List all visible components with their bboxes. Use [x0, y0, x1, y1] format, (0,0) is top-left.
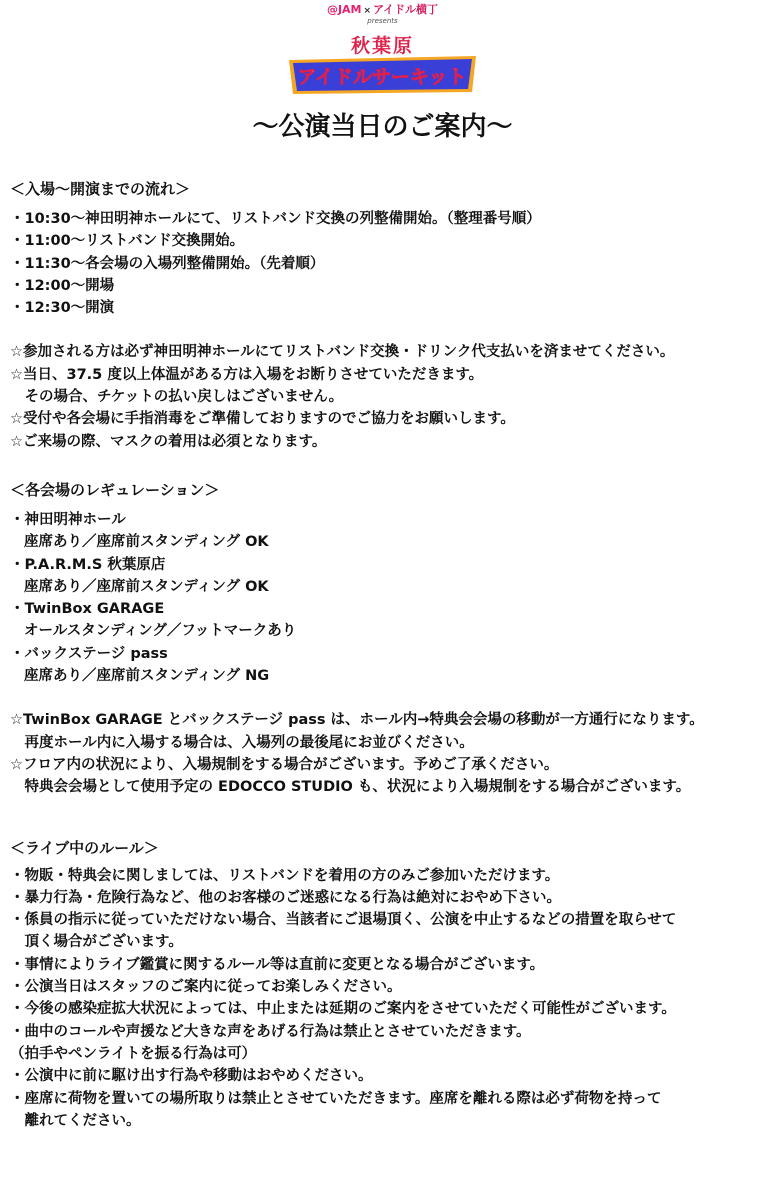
- rule-item: （拍手やペンライトを振る行為は可）: [10, 1045, 257, 1062]
- rule-item: ・公演当日はスタッフのご案内に従ってお楽しみください。: [10, 979, 402, 996]
- venue-rule: 座席あり／座席前スタンディング OK: [24, 534, 269, 551]
- note: ☆ご来場の際、マスクの着用は必須となります。: [10, 433, 327, 450]
- section-heading-regulation: ＜各会場のレギュレーション＞: [10, 480, 220, 499]
- note: ☆TwinBox GARAGE とバックステージ pass は、ホール内→特典会会場の移動が一方通行になります。: [10, 712, 704, 729]
- rule-item: ・曲中のコールや声援など大きな声をあげる行為は禁止とさせていただきます。: [10, 1023, 531, 1040]
- note: その場合、チケットの払い戻しはございません。: [10, 389, 344, 406]
- list-item: ・12:00〜開場: [10, 277, 115, 294]
- section-heading-flow: ＜入場〜開演までの流れ＞: [10, 180, 191, 198]
- logo-akihabara: 秋葉原: [350, 35, 414, 57]
- rule-item: ・公演中に前に駆け出す行為や移動はおやめください。: [10, 1068, 373, 1085]
- sponsor-logos: [0, 4, 765, 17]
- rule-item: ・暴力行為・危険行為など、他のお客様のご迷惑になる行為は絶対におやめ下さい。: [10, 889, 561, 906]
- presents-label: presents: [367, 17, 398, 25]
- venue-name: ・TwinBox GARAGE: [10, 601, 165, 618]
- venue-name: ・バックステージ pass: [10, 645, 168, 662]
- rule-item: 頂く場合がございます。: [10, 934, 183, 951]
- jam-logo: @JAM: [326, 3, 362, 16]
- header: [0, 0, 765, 150]
- rule-item: ・今後の感染症拡大状況によっては、中止または延期のご案内をさせていただく可能性がございます。: [10, 1001, 676, 1018]
- rule-item: ・座席に荷物を置いての場所取りは禁止とさせていただきます。座席を離れる際は必ず荷物を持って: [10, 1090, 662, 1107]
- note: ☆フロア内の状況により、入場規制をする場合がございます。予めご了承ください。: [10, 756, 559, 773]
- rule-item: ・事情によりライブ鑑賞に関するルール等は直前に変更となる場合がございます。: [10, 956, 545, 973]
- list-item: ・11:30〜各会場の入場列整備開始。（先着順）: [10, 255, 325, 272]
- main-content: [10, 178, 760, 1132]
- rule-item: 離れてください。: [10, 1112, 141, 1129]
- list-item: ・10:30〜神田明神ホールにて、リストバンド交換の列整備開始。（整理番号順）: [10, 211, 541, 227]
- yokocho-logo: アイドル横丁: [373, 3, 439, 16]
- rule-item: ・係員の指示に従っていただけない場合、当該者にご退場頂く、公演を中止するなどの措置を取らせて: [10, 912, 677, 929]
- rule-item: ・物販・特典会に関しましては、リストバンドを着用の方のみご参加いただけます。: [10, 867, 560, 884]
- collab-x: ×: [363, 6, 372, 16]
- venue-rule: オールスタンディング／フットマークあり: [24, 623, 297, 640]
- venue-name: ・神田明神ホール: [10, 511, 126, 528]
- note: 特典会会場として使用予定の EDOCCO STUDIO も、状況により入場規制をする場合がございます。: [10, 779, 691, 796]
- list-item: ・12:30〜開演: [10, 300, 115, 317]
- note: ☆受付や各会場に手指消毒をご準備しておりますのでご協力をお願いします。: [10, 411, 515, 428]
- idol-circuit-logo: [285, 54, 480, 96]
- page-title: 〜公演当日のご案内〜: [252, 112, 513, 142]
- list-item: ・11:00〜リストバンド交換開始。: [10, 233, 245, 250]
- note: 再度ホール内に入場する場合は、入場列の最後尾にお並びください。: [10, 734, 474, 751]
- note: ☆当日、37.5 度以上体温がある方は入場をお断りさせていただきます。: [10, 366, 484, 383]
- venue-rule: 座席あり／座席前スタンディング OK: [24, 578, 269, 595]
- logo-text: アイドルサーキット: [297, 66, 467, 88]
- venue-name: ・P.A.R.M.S 秋葉原店: [10, 556, 166, 573]
- section-heading-rules: ＜ライブ中のルール＞: [10, 838, 159, 857]
- venue-rule: 座席あり／座席前スタンディング NG: [24, 668, 270, 685]
- note: ☆参加される方は必ず神田明神ホールにてリストバンド交換・ドリンク代支払いを済ませてください。: [10, 344, 675, 361]
